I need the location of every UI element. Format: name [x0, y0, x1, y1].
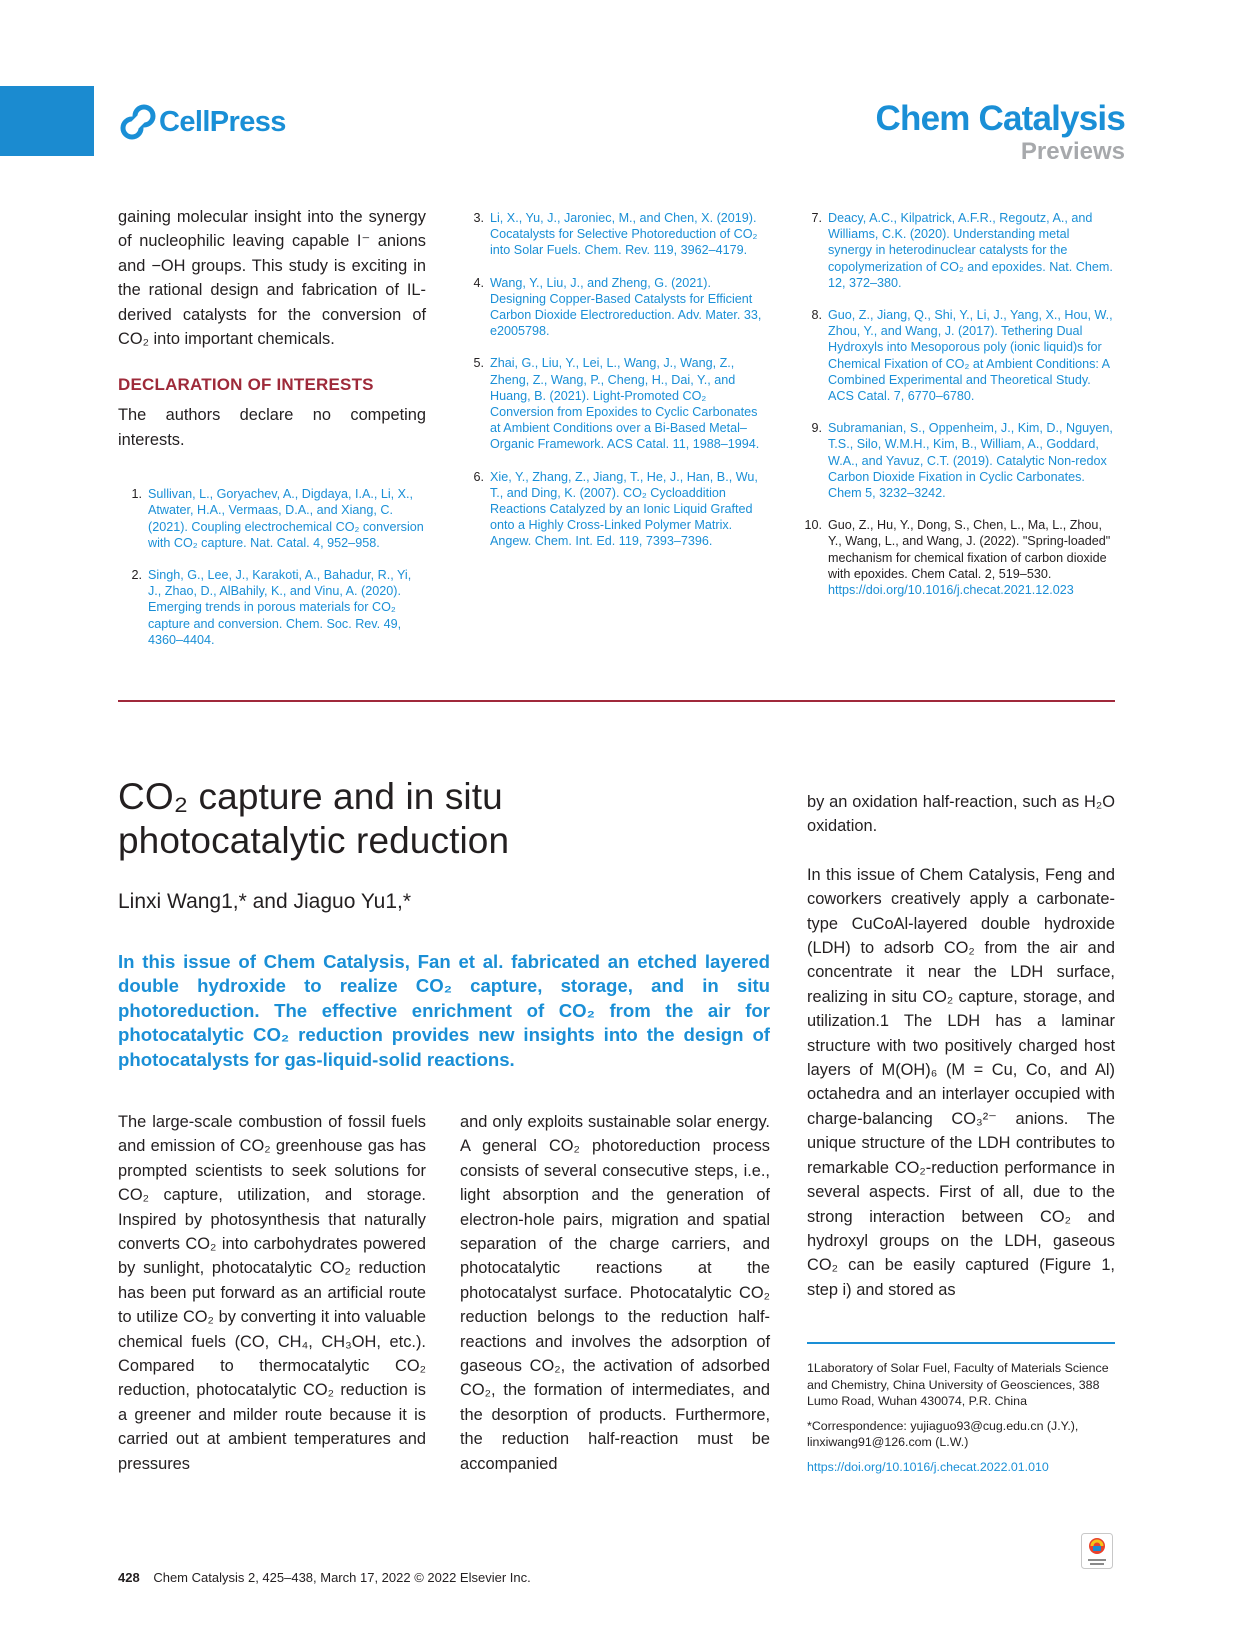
article-title: CO₂ capture and in situ photocatalytic reduction: [118, 776, 510, 861]
body-paragraph: The large-scale combustion of fossil fuels and emission of CO₂ greenhouse gas has prompted scientists to seek solutions for CO₂ capture, utilization, and storage. Inspired by photosynthesis that naturally converts CO₂ into carbohydrates powered by sunlight, photocatalytic CO₂ reduction has been put forward as an artificial route to utilize CO₂ by converting it into valuable chemical fuels (CO, CH₄, CH₃OH, etc.). Compared to thermocatalytic CO₂ reduction, photocatalytic CO₂ reduction is a greener and milder route because it is carried out at ambient temperatures and pressures: [118, 1113, 426, 1473]
reference-item[interactable]: [460, 275, 770, 340]
article-doi-link[interactable]: https://doi.org/10.1016/j.checat.2022.01.010: [807, 1459, 1049, 1474]
reference-number: 9.: [811, 421, 822, 436]
reference-number: 10.: [804, 518, 822, 533]
section-name: Previews: [1020, 137, 1125, 165]
reference-item[interactable]: [798, 210, 1116, 291]
header-color-tab: [0, 86, 94, 156]
cellpress-logo[interactable]: [120, 104, 286, 140]
affiliation-block: [807, 1360, 1112, 1484]
body-paragraph: and only exploits sustainable solar energy. A general CO₂ photoreduction process consists of several consecutive steps, i.e., light absorption and the generation of electron-hole pairs, migration and spatial separation of the charge carriers, and photocatalytic reactions at the photocatalyst surface. Photocatalytic CO₂ reduction belongs to the reduction half-reactions and involves the adsorption of gaseous CO₂, the activation of adsorbed CO₂, the formation of intermediates, and the desorption of products. Furthermore, the reduction half-reaction must be accompanied: [460, 1113, 770, 1473]
reference-item[interactable]: [460, 210, 770, 259]
journal-header: [725, 100, 1125, 165]
reference-number: 4.: [473, 275, 484, 290]
reference-item[interactable]: [798, 307, 1116, 404]
reference-number: 5.: [473, 356, 484, 371]
article-body-col3: [807, 790, 1115, 1302]
reference-text[interactable]: Wang, Y., Liu, J., and Zheng, G. (2021). Designing Copper-Based Catalysts for Efficient Carbon Dioxide Electroreduction. Adv. Mater. 33, e2005798.: [490, 275, 762, 339]
body-paragraph: by an oxidation half-reaction, such as H₂O oxidation.: [807, 793, 1115, 836]
reference-text[interactable]: Guo, Z., Hu, Y., Dong, S., Chen, L., Ma, L., Zhou, Y., Wang, L., and Wang, J. (2022). "Spring-loaded" mechanism for chemical fixation of carbon dioxide with epoxides. Chem Catal. 2, 519–530. https://doi.org/10.1016/j.checat.2021.12.023: [828, 518, 1111, 598]
affiliation-text: 1Laboratory of Solar Fuel, Faculty of Materials Science and Chemistry, China University of Geosciences, 388 Lumo Road, Wuhan 430074, P.R. China: [807, 1361, 1109, 1409]
reference-number: 2.: [131, 568, 142, 583]
reference-item[interactable]: [798, 517, 1116, 598]
reference-number: 1.: [131, 487, 142, 502]
footnote-divider: [807, 1342, 1115, 1344]
article-abstract: In this issue of Chem Catalysis, Fan et al. fabricated an etched layered double hydroxide to realize CO₂ capture, storage, and in situ photoreduction. The effective enrichment of CO₂ from the air for photocatalytic CO₂ reduction provides new insights into the design of photocatalysts for gas-liquid-solid reactions.: [118, 951, 770, 1070]
reference-text[interactable]: Sullivan, L., Goryachev, A., Digdaya, I.A., Li, X., Atwater, H.A., Vermaas, D.A., and Xiang, C. (2021). Coupling electrochemical CO₂ conversion with CO₂ capture. Nat. Catal. 4, 952–958.: [148, 487, 424, 550]
reference-text[interactable]: Guo, Z., Jiang, Q., Shi, Y., Li, J., Yang, X., Hou, W., Zhou, Y., and Wang, J. (2017). Tethering Dual Hydroxyls into Mesoporous poly (ionic liquid)s for Chemical Fixation of CO₂ at Ambient Conditions: A Combined Experimental and Theoretical Study. ACS Catal. 7, 6770–6780.: [828, 308, 1113, 404]
reference-text[interactable]: Xie, Y., Zhang, Z., Jiang, T., He, J., Han, B., Wu, T., and Ding, K. (2007). CO₂ Cycloaddition Reactions Catalyzed by an Ionic Liquid Grafted onto a Highly Cross-Linked Polymer Matrix. Angew. Chem. Int. Ed. 119, 7393–7396.: [490, 469, 758, 549]
reference-number: 7.: [811, 211, 822, 225]
check-for-updates-icon[interactable]: [1081, 1533, 1113, 1569]
reference-text[interactable]: Singh, G., Lee, J., Karakoti, A., Bahadur, R., Yi, J., Zhao, D., AlBahily, K., and Vinu, A. (2020). Emerging trends in porous materials for CO₂ capture and conversion. Chem. Soc. Rev. 49, 4360–4404.: [148, 568, 412, 647]
section-divider: [118, 700, 1115, 702]
prev-body-text: gaining molecular insight into the synergy of nucleophilic leaving capable I⁻ anions and −OH groups. This study is exciting in the rational design and fabrication of IL-derived catalysts for the conversion of CO₂ into important chemicals.: [118, 208, 426, 349]
prev-article-col1: [118, 205, 426, 664]
prev-article-body: [118, 205, 426, 351]
declaration-heading: DECLARATION OF INTERESTS: [118, 375, 374, 395]
reference-text[interactable]: Zhai, G., Liu, Y., Lei, L., Wang, J., Wang, Z., Zheng, Z., Wang, P., Cheng, H., Dai, Y., and Huang, B. (2021). Light-Promoted CO₂ Conversion from Epoxides to Cyclic Carbonates at Ambient Conditions over a Bi-Based Metal–Organic Framework. ACS Catal. 11, 1988–1994.: [490, 356, 760, 452]
correspondence-text[interactable]: *Correspondence: yujiaguo93@cug.edu.cn (J.Y.), linxiwang91@126.com (L.W.): [807, 1418, 1079, 1450]
reference-number: 3.: [473, 211, 484, 225]
reference-doi-link[interactable]: https://doi.org/10.1016/j.checat.2021.12.023: [828, 583, 1074, 598]
reference-number: 8.: [811, 308, 822, 323]
reference-item[interactable]: [460, 355, 770, 452]
body-paragraph: In this issue of Chem Catalysis, Feng and coworkers creatively apply a carbonate-type CuCoAl-layered double hydroxide (LDH) to adsorb CO₂ from the air and concentrate it near the LDH surface, realizing in situ CO₂ capture, storage, and utilization.1 The LDH has a laminar structure with two positively charged host layers of M(OH)₆ (M = Cu, Co, and Al) octahedra and an interlayer occupied with charge-balancing CO₃²⁻ anions. The unique structure of the LDH contributes to remarkable CO₂-reduction performance in several aspects. First of all, due to the strong interaction between CO₂ and hydroxyl groups on the LDH, gaseous CO₂ can be easily captured (Figure 1, step i) and stored as: [807, 865, 1115, 1299]
reference-list-col2: [460, 210, 770, 566]
reference-item[interactable]: [118, 567, 426, 648]
declaration-text: The authors declare no competing interests.: [118, 406, 426, 449]
journal-name: Chem Catalysis: [875, 99, 1125, 138]
reference-item[interactable]: [118, 486, 426, 551]
reference-text[interactable]: Subramanian, S., Oppenheim, J., Kim, D., Nguyen, T.S., Silo, W.M.H., Kim, B., William, A., Goddard, W.A., and Yavuz, C.T. (2019). Catalytic Non-redox Carbon Dioxide Fixation in Cyclic Carbonates. Chem 5, 3232–3242.: [828, 421, 1113, 501]
reference-text[interactable]: Deacy, A.C., Kilpatrick, A.F.R., Regoutz, A., and Williams, C.K. (2020). Understanding metal synergy in heterodinuclear catalysts for the copolymerization of CO₂ and epoxides. Nat. Chem. 12, 372–380.: [828, 211, 1113, 290]
article-body-col1: [118, 1110, 426, 1476]
reference-list-col1: [118, 486, 426, 648]
article-authors: Linxi Wang1,* and Jiaguo Yu1,*: [118, 890, 412, 913]
page-footer: [118, 1570, 531, 1585]
reference-item[interactable]: [460, 469, 770, 550]
reference-item[interactable]: [798, 420, 1116, 501]
reference-number: 6.: [473, 469, 484, 484]
reference-text[interactable]: Li, X., Yu, J., Jaroniec, M., and Chen, X. (2019). Cocatalysts for Selective Photoreduction of CO₂ into Solar Fuels. Chem. Rev. 119, 3962–4179.: [490, 211, 758, 258]
journal-citation: Chem Catalysis 2, 425–438, March 17, 2022 © 2022 Elsevier Inc.: [153, 1570, 531, 1585]
cellpress-icon: [120, 104, 156, 140]
publisher-name: CellPress: [159, 105, 286, 138]
reference-list-col3: [798, 210, 1116, 614]
article-body-col2: [460, 1110, 770, 1476]
page-number: 428: [118, 1570, 140, 1585]
